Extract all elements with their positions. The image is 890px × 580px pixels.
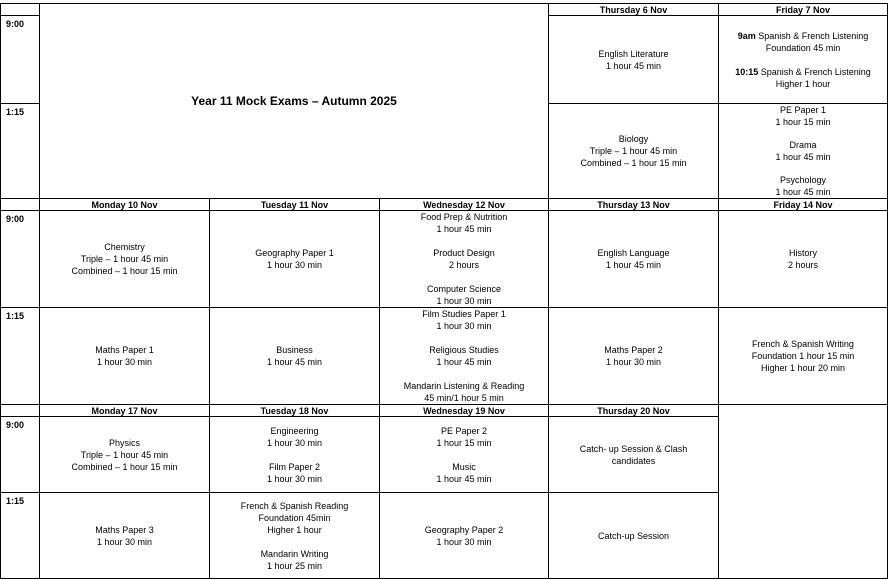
exam-duration: 1 hour 30 min <box>436 536 492 547</box>
exam-duration: 1 hour 45 min <box>775 152 831 162</box>
exam-duration: 1 hour 30 min <box>266 437 323 448</box>
exam-subject: PE Paper 1 <box>779 105 827 115</box>
exam-duration: 1 hour 30 min <box>266 473 323 484</box>
title-text: Year 11 Mock Exams – Autumn 2025 <box>191 94 397 108</box>
exam-duration: 1 hour 30 min <box>266 260 323 270</box>
time-text: 1:15 <box>6 496 25 506</box>
header-label: Thursday 20 Nov <box>597 405 670 416</box>
header-label: Tuesday 18 Nov <box>260 405 329 416</box>
time-text: 1:15 <box>6 311 25 321</box>
exam-subject: Psychology <box>779 175 827 185</box>
exam-subject: Biology <box>618 134 649 144</box>
exam-subject: French & Spanish Writing <box>752 339 854 349</box>
exam-subject: Maths Paper 2 <box>604 345 663 355</box>
exam-subject: Spanish & French Listening <box>760 66 871 77</box>
exam-subject: Physics <box>108 437 140 448</box>
exam-duration: 2 hours <box>448 260 480 270</box>
exam-duration: 1 hour 45 min <box>605 60 662 71</box>
exam-subject: Mandarin Listening & Reading <box>403 381 525 391</box>
exam-duration: Triple – 1 hour 45 min <box>80 254 169 264</box>
exam-duration: Higher 1 hour <box>775 78 831 89</box>
exam-subject: History <box>788 248 817 258</box>
header-label: Monday 10 Nov <box>91 199 158 210</box>
exam-duration: 1 hour 15 min <box>436 437 492 448</box>
header-label: Thursday 13 Nov <box>597 199 670 210</box>
slot-mon-10-pm <box>39 307 210 405</box>
slot-wed-19-pm <box>379 492 549 579</box>
exam-duration: 45 min/1 hour 5 min <box>424 393 504 403</box>
slot-thu-13-pm <box>548 307 719 405</box>
exam-subject: Mandarin Writing <box>260 548 329 559</box>
exam-duration: Higher 1 hour 20 min <box>760 363 846 373</box>
exam-duration: 1 hour 30 min <box>605 357 662 367</box>
exam-subject: Music <box>452 461 476 472</box>
exam-subject: Catch- up Session & Clash <box>579 443 688 454</box>
exam-duration: Foundation 45min <box>258 512 331 523</box>
header-label: Tuesday 11 Nov <box>260 199 329 210</box>
exam-subject: Religious Studies <box>429 345 499 355</box>
exam-subject: Maths Paper 1 <box>95 345 154 355</box>
slot-wed-19-am <box>379 416 549 493</box>
slot-tue-11-pm <box>209 307 380 405</box>
exam-duration: 1 hour 45 min <box>775 187 831 197</box>
exam-duration: Combined – 1 hour 15 min <box>71 266 178 276</box>
slot-tue-18-am <box>209 416 380 493</box>
exam-subject: Product Design <box>433 248 495 258</box>
slot-fri-14-pm <box>718 307 888 405</box>
exam-duration: 1 hour 15 min <box>775 117 831 127</box>
exam-subject: Geography Paper 1 <box>255 248 334 258</box>
time-label-am-week2 <box>0 210 40 308</box>
slot-thu-20-pm <box>548 492 719 579</box>
exam-duration: 1 hour 45 min <box>605 260 662 270</box>
exam-duration: 1 hour 30 min <box>436 321 492 331</box>
exam-subject: Business <box>276 345 313 355</box>
header-label: Friday 7 Nov <box>775 4 831 15</box>
exam-duration: Foundation 45 min <box>765 42 841 53</box>
exam-duration: Combined – 1 hour 15 min <box>580 158 687 168</box>
time-text: 9:00 <box>6 420 25 430</box>
empty-friday-cell <box>718 404 888 579</box>
slot-fri-7-am <box>718 15 888 104</box>
header-label: Wednesday 19 Nov <box>423 405 505 416</box>
exam-subject: Drama <box>789 140 817 150</box>
slot-thu-6-am <box>548 15 719 104</box>
header-label: Monday 17 Nov <box>91 405 158 416</box>
slot-tue-11-am <box>209 210 380 308</box>
exam-subject: Maths Paper 3 <box>95 524 154 535</box>
exam-subject: English Language <box>597 248 670 258</box>
exam-subject: French & Spanish Reading <box>240 500 349 511</box>
exam-subject: Film Studies Paper 1 <box>422 309 506 319</box>
exam-start-time: 10:15 <box>735 66 759 77</box>
header-label: Friday 14 Nov <box>773 199 833 210</box>
slot-thu-6-pm <box>548 103 719 199</box>
slot-wed-12-am <box>379 210 549 308</box>
exam-duration: Triple – 1 hour 45 min <box>589 146 678 156</box>
time-label-pm-week3 <box>0 492 40 579</box>
exam-duration: 1 hour 30 min <box>96 357 153 367</box>
exam-subject: Geography Paper 2 <box>424 524 504 535</box>
slot-fri-14-am <box>718 210 888 308</box>
slot-tue-18-pm <box>209 492 380 579</box>
exam-subject: Computer Science <box>426 284 502 294</box>
slot-mon-17-am <box>39 416 210 493</box>
time-label-am-week1 <box>0 15 40 104</box>
header-label: Wednesday 12 Nov <box>423 199 505 210</box>
page-title <box>39 3 549 199</box>
slot-mon-10-am <box>39 210 210 308</box>
exam-duration: 1 hour 30 min <box>96 536 153 547</box>
slot-mon-17-pm <box>39 492 210 579</box>
exam-subject: Spanish & French Listening <box>758 30 869 41</box>
exam-duration: 1 hour 45 min <box>436 473 492 484</box>
slot-thu-13-am <box>548 210 719 308</box>
time-text: 1:15 <box>6 107 25 117</box>
exam-subject: Catch-up Session <box>597 530 670 541</box>
exam-duration: 1 hour 30 min <box>436 296 492 306</box>
exam-subject: Film Paper 2 <box>268 461 321 472</box>
time-label-pm-week1 <box>0 103 40 199</box>
exam-duration: Foundation 1 hour 15 min <box>751 351 855 361</box>
exam-duration: 1 hour 45 min <box>436 357 492 367</box>
exam-subject: Food Prep & Nutrition <box>420 212 508 222</box>
exam-duration: 2 hours <box>787 260 819 270</box>
header-label: Thursday 6 Nov <box>599 4 668 15</box>
time-label-pm-week2 <box>0 307 40 405</box>
exam-duration: Combined – 1 hour 15 min <box>71 461 178 472</box>
exam-subject: Engineering <box>270 425 319 436</box>
exam-subject: English Literature <box>598 48 669 59</box>
time-text: 9:00 <box>6 214 25 224</box>
exam-start-time: 9am <box>737 30 756 41</box>
time-text: 9:00 <box>6 19 25 29</box>
exam-duration: 1 hour 25 min <box>266 560 323 571</box>
slot-wed-12-pm <box>379 307 549 405</box>
exam-subject: PE Paper 2 <box>440 425 488 436</box>
exam-duration: 1 hour 45 min <box>436 224 492 234</box>
time-label-am-week3 <box>0 416 40 493</box>
slot-fri-7-pm <box>718 103 888 199</box>
exam-subject: Chemistry <box>104 242 145 252</box>
exam-duration: Triple – 1 hour 45 min <box>80 449 169 460</box>
slot-thu-20-am <box>548 416 719 493</box>
exam-duration: Higher 1 hour <box>267 524 322 535</box>
exam-duration: 1 hour 45 min <box>266 357 323 367</box>
exam-subject: candidates <box>611 455 656 466</box>
